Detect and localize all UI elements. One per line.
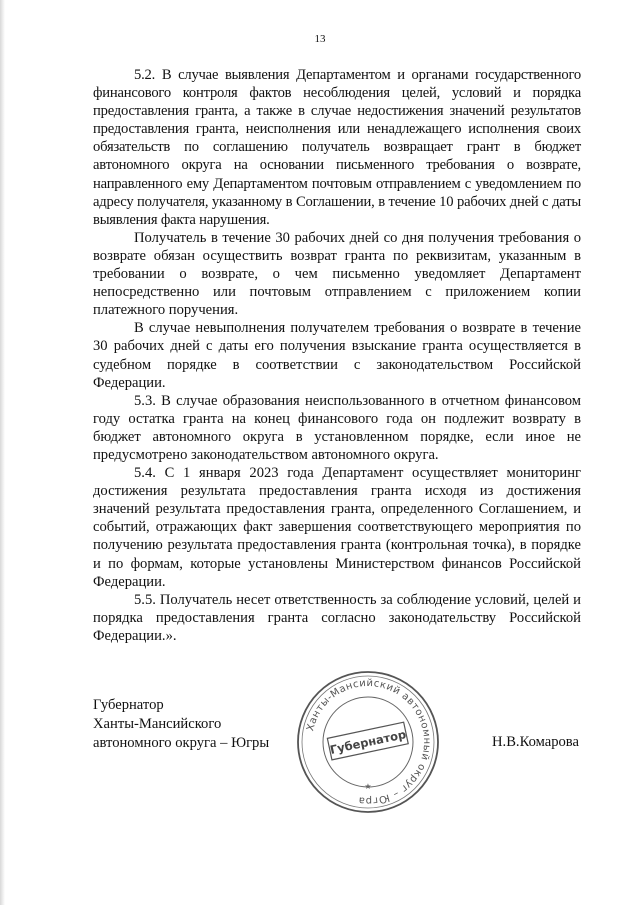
signatory-title-line3: автономного округа – Югры bbox=[93, 735, 270, 751]
paragraph-5-5: 5.5. Получатель несет ответственность за соблюдение условий, целей и порядка предоставления гранта согласно законодательству Российской Федерации.». bbox=[93, 591, 581, 644]
stamp-ring-text: Ханты-Мансийский автономный округ – Югра bbox=[305, 677, 433, 807]
signatory-title-line2: Ханты-Мансийского bbox=[93, 716, 222, 732]
paragraph-court-recovery: В случае невыполнения получателем требования о возврате в течение 30 рабочих дней с даты его получения взыскание гранта осуществляется в судебном порядке в соответствии с законодательством Российской Федерации. bbox=[93, 320, 581, 391]
paragraph-5-2: 5.2. В случае выявления Департаментом и органами государственного финансового контроля фактов несоблюдения целей, условий и порядка предоставления гранта, а также в случае недостижения значений результатов предоставления гранта, неисполнения или ненадлежащего исполнения своих обязательств по соглашению получатель возвращает грант в бюджет автономного округа на основании письменного требования о возврате, направленного ему Департаментом почтовым отправлением с уведомлением по адресу получателя, указанному в Соглашении, в течение 10 рабочих дней с даты выявления факта нарушения. bbox=[93, 67, 581, 228]
signatory-title bbox=[93, 696, 269, 753]
document-body bbox=[93, 66, 581, 645]
paragraph-5-4: 5.4. С 1 января 2023 года Департамент осуществляет мониторинг достижения результата предоставления гранта исходя из достижения значений результата предоставления гранта, определенного Соглашением, и событий, отражающих факт завершения соответствующего мероприятия по получению результата предоставления гранта (контрольная точка), в порядке и по формам, которые установлены Министерством финансов Российской Федерации. bbox=[93, 465, 581, 590]
stamp-star-icon: ★ bbox=[364, 782, 372, 791]
paragraph-return-obligation: Получатель в течение 30 рабочих дней со дня получения требования о возврате обязан осуществить возврат гранта по реквизитам, указанным в требовании о возврате, о чем письменно уведомляет Департамент непосредственно или почтовым отправлением с приложением копии платежного поручения. bbox=[93, 229, 581, 319]
page-number: 13 bbox=[314, 33, 326, 45]
paragraph-5-3: 5.3. В случае образования неиспользованного в отчетном финансовом году остатка гранта на конец финансового года он подлежит возврату в бюджет автономного округа в установленном порядке, если иное не предусмотрено законодательством автономного округа. bbox=[93, 392, 581, 463]
scan-edge bbox=[0, 0, 5, 905]
stamp-center-text: Губернатор bbox=[328, 727, 408, 757]
official-seal-stamp bbox=[293, 667, 443, 817]
signatory-title-line1: Губернатор bbox=[93, 697, 164, 713]
signatory-name: Н.В.Комарова bbox=[492, 734, 579, 750]
